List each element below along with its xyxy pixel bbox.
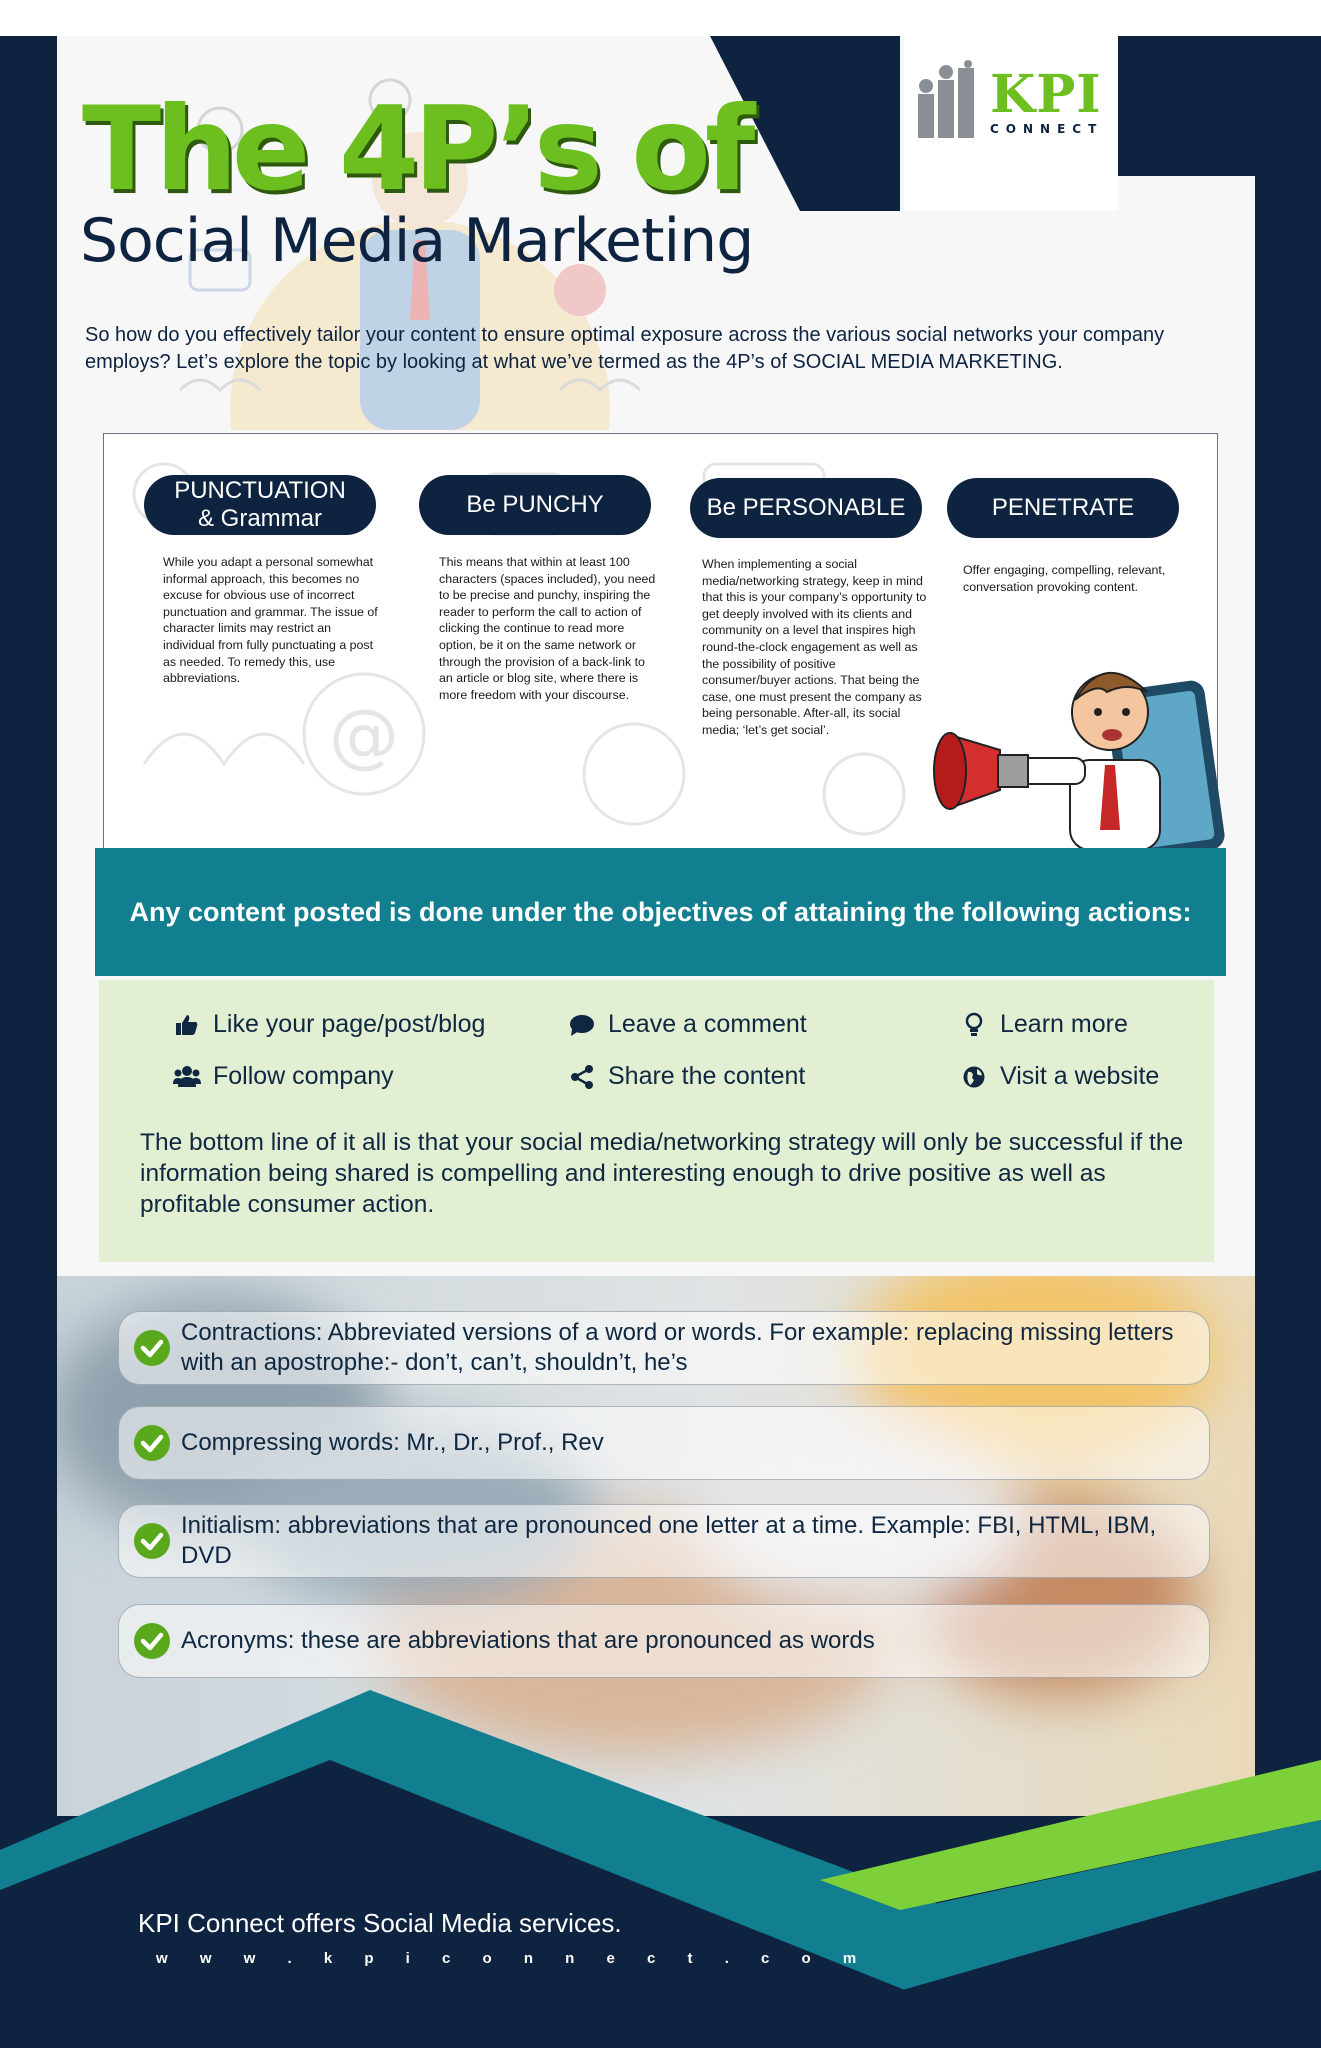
punchy-text: This means that within at least 100 characters (spaces included), you need to be precise and punchy, inspiring the reader to perform the call to action of clicking the continue to read more option, be it on the same network or through the provision of a back-link to an article or blog site, where there is more freedom with your discourse. bbox=[439, 555, 656, 702]
abbrev-item bbox=[118, 1406, 1210, 1480]
objectives-heading: Any content posted is done under the objectives of attaining the following actions: bbox=[95, 848, 1226, 976]
footer-website-link[interactable]: w w w . k p i c o n n e c t . c o m bbox=[156, 1950, 871, 1967]
abbrev-item bbox=[118, 1311, 1210, 1385]
action-share bbox=[568, 1062, 805, 1091]
abbrev-text: Compressing words: Mr., Dr., Prof., Rev bbox=[181, 1429, 604, 1456]
logo-wordmark: KPI bbox=[990, 64, 1102, 125]
pill-punchy bbox=[419, 475, 651, 535]
abbrev-item bbox=[118, 1604, 1210, 1678]
bottom-line-paragraph: The bottom line of it all is that your social media/networking strategy will only be successful if the information being shared is compelling and interesting enough to drive positive as well as profitable consumer action. bbox=[140, 1129, 1184, 1218]
action-visit bbox=[960, 1062, 1159, 1091]
action-label: Share the content bbox=[608, 1062, 806, 1090]
pill-personable bbox=[690, 478, 922, 538]
intro-paragraph: So how do you effectively tailor your content to ensure optimal exposure across the various social networks your company employs? Let’s explore the topic by looking at what we’ve termed as the 4P’s of SOCIAL MEDIA MARKETING. bbox=[85, 324, 1165, 373]
action-follow bbox=[173, 1062, 394, 1091]
pill-penetrate bbox=[947, 478, 1179, 538]
logo-subtitle: CONNECT bbox=[990, 122, 1104, 136]
action-comment bbox=[568, 1010, 807, 1039]
action-label: Like your page/post/blog bbox=[213, 1010, 486, 1038]
check-circle-icon bbox=[133, 1424, 171, 1462]
page-title: The 4P’s of bbox=[82, 82, 750, 217]
kpi-logo-icon bbox=[916, 60, 988, 140]
share-icon bbox=[568, 1063, 596, 1091]
megaphone-man-illustration bbox=[930, 640, 1240, 850]
action-label: Learn more bbox=[1000, 1010, 1128, 1038]
abbrev-text: Contractions: Abbreviated versions of a word or words. For example: replacing missing letters with an apostrophe:- don’t, can’t, shouldn’t, he’s bbox=[181, 1319, 1174, 1376]
pill-punctuation bbox=[144, 475, 376, 535]
svg-text:@: @ bbox=[329, 694, 399, 776]
check-circle-icon bbox=[133, 1522, 171, 1560]
action-label: Visit a website bbox=[1000, 1062, 1160, 1090]
punctuation-text: While you adapt a personal somewhat informal approach, this becomes no excuse for obvious use of incorrect punctuation and grammar. The issue of character limits may restrict an individual from fully punctuating a post as needed. To remedy this, use abbreviations. bbox=[163, 555, 378, 686]
action-label: Follow company bbox=[213, 1062, 394, 1090]
thumbs-up-icon bbox=[173, 1011, 201, 1039]
abbrev-item bbox=[118, 1504, 1210, 1578]
pill-label: Be PERSONABLE bbox=[706, 494, 906, 521]
comment-icon bbox=[568, 1011, 596, 1039]
personable-text: When implementing a social media/networking strategy, keep in mind that this is your company’s opportunity to get deeply involved with its clients and community on a level that inspires high round-the-clock engagement as well as the possibility of positive consumer/buyer actions. That being the case, one must present the company as being personable. After-all, its social media; ‘let’s get social’. bbox=[702, 557, 927, 737]
check-circle-icon bbox=[133, 1622, 171, 1660]
footer-geometric-shapes bbox=[0, 1680, 1321, 2048]
abbrev-text: Initialism: abbreviations that are pronounced one letter at a time. Example: FBI, HTML, IBM, DVD bbox=[181, 1512, 1157, 1569]
pill-label: PUNCTUATION & Grammar bbox=[174, 477, 346, 532]
action-learn bbox=[960, 1010, 1128, 1039]
pill-label: Be PUNCHY bbox=[466, 491, 604, 518]
penetrate-text: Offer engaging, compelling, relevant, conversation provoking content. bbox=[963, 563, 1166, 594]
abbrev-text: Acronyms: these are abbreviations that are pronounced as words bbox=[181, 1627, 875, 1654]
pill-label: PENETRATE bbox=[991, 494, 1135, 521]
check-circle-icon bbox=[133, 1329, 171, 1367]
lightbulb-icon bbox=[960, 1011, 988, 1039]
globe-icon bbox=[960, 1063, 988, 1091]
page-subtitle: Social Media Marketing bbox=[80, 206, 754, 276]
action-label: Leave a comment bbox=[608, 1010, 807, 1038]
footer-tagline: KPI Connect offers Social Media services. bbox=[138, 1908, 622, 1938]
users-icon bbox=[173, 1063, 201, 1091]
action-like bbox=[173, 1010, 485, 1039]
